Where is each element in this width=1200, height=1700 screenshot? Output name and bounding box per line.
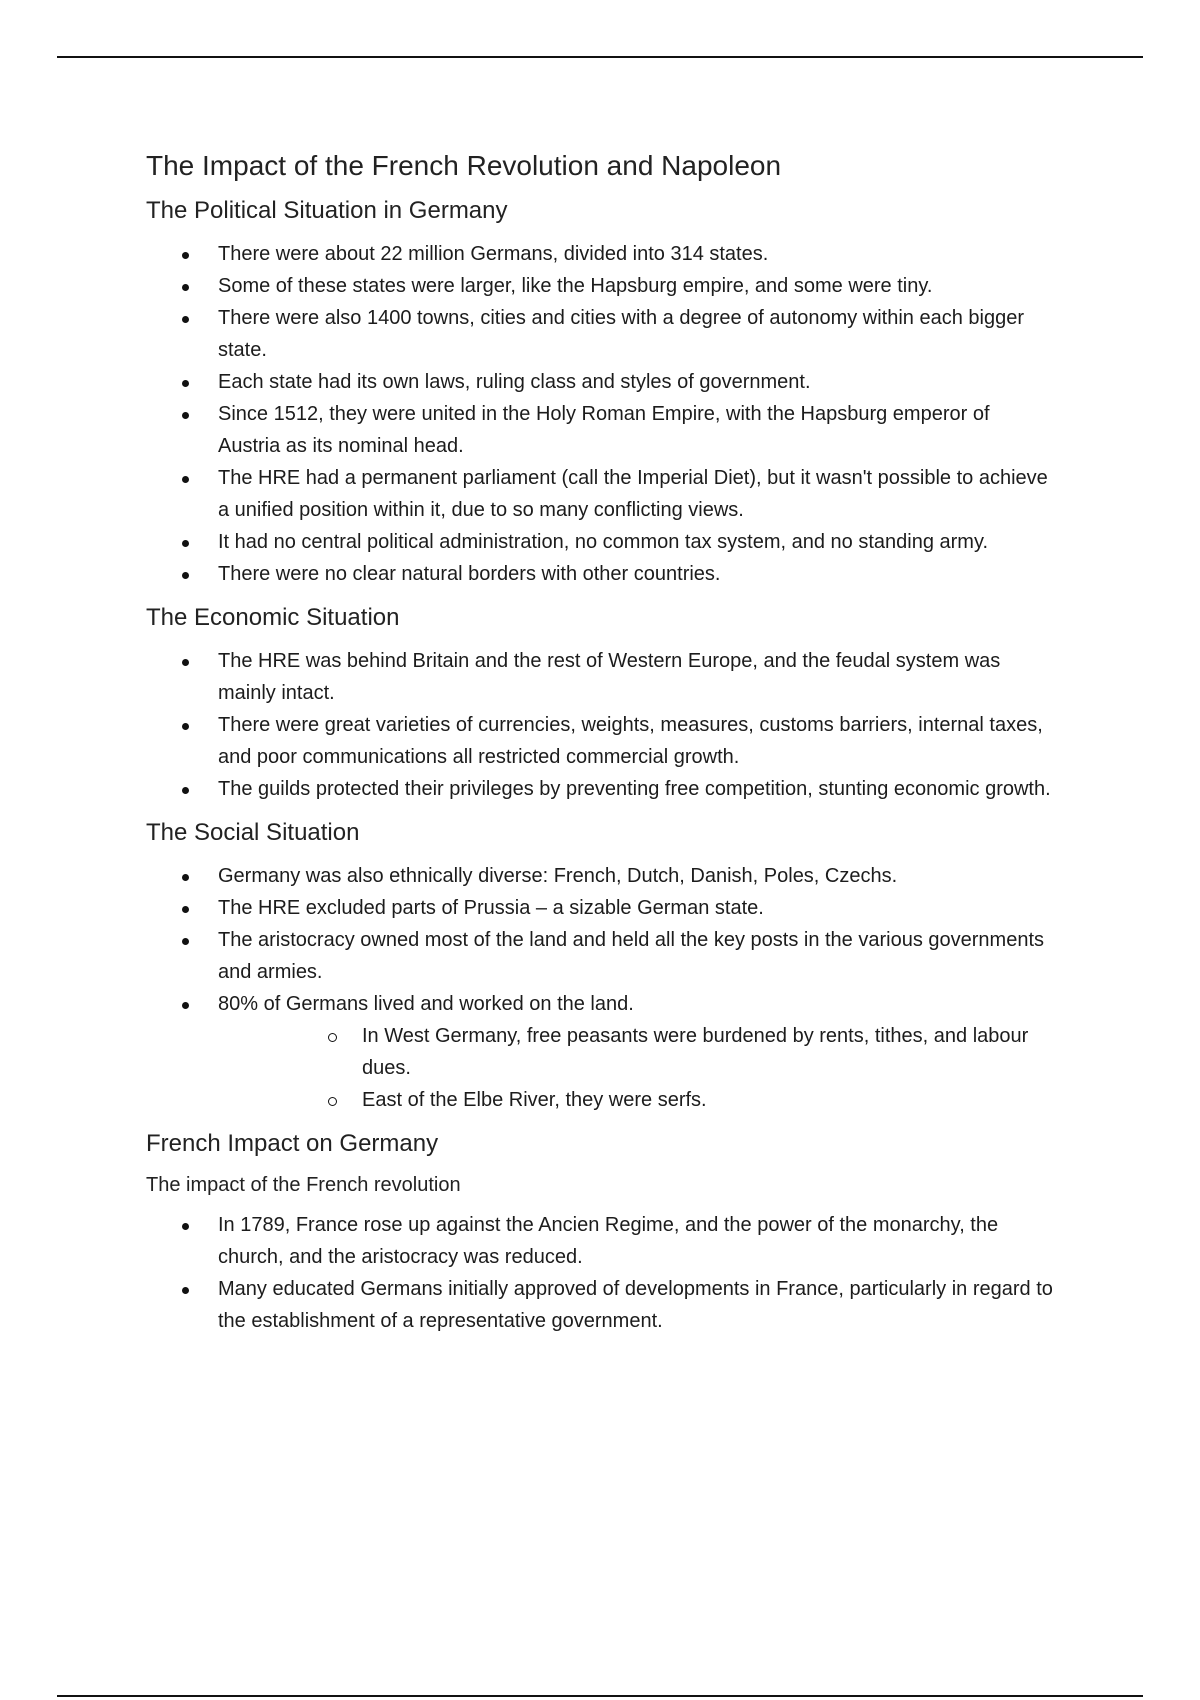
list-item	[146, 558, 1066, 590]
bullet-icon	[182, 1002, 189, 1009]
bullet-icon	[182, 316, 189, 323]
list-item-text: There were about 22 million Germans, divided into 314 states.	[218, 243, 769, 265]
list-item-text: The guilds protected their privileges by preventing free competition, stunting economic growth.	[218, 778, 1051, 800]
bullet-icon	[182, 540, 189, 547]
list-item-text: Germany was also ethnically diverse: French, Dutch, Danish, Poles, Czechs.	[218, 865, 898, 887]
document-title: The Impact of the French Revolution and Napoleon	[146, 150, 782, 181]
list-item-text: The aristocracy owned most of the land and held all the key posts in the various governments and armies.	[218, 929, 1045, 983]
list-item-text: Each state had its own laws, ruling class and styles of government.	[218, 371, 811, 393]
bullet-icon	[182, 284, 189, 291]
list-item	[146, 924, 1066, 988]
list-item	[146, 709, 1066, 773]
list-item	[146, 302, 1066, 366]
economic-bullet-list	[146, 645, 1066, 805]
list-item	[146, 892, 1066, 924]
list-item-text: The HRE was behind Britain and the rest of Western Europe, and the feudal system was mainly intact.	[218, 650, 1001, 704]
sub-list-item	[218, 1020, 1056, 1084]
list-item-text: There were no clear natural borders with other countries.	[218, 563, 721, 585]
list-item	[146, 398, 1066, 462]
list-item-text: The HRE had a permanent parliament (call the Imperial Diet), but it wasn't possible to achieve a unified position within it, due to so many conflicting views.	[218, 467, 1048, 521]
hollow-circle-bullet-icon	[328, 1097, 337, 1106]
list-item-text: It had no central political administration, no common tax system, and no standing army.	[218, 531, 989, 553]
hollow-circle-bullet-icon	[328, 1033, 337, 1042]
list-item	[146, 988, 1066, 1116]
list-item-text: Many educated Germans initially approved of developments in France, particularly in regard to the establishment of a representative government.	[218, 1278, 1053, 1332]
list-item	[146, 366, 1066, 398]
list-item	[146, 645, 1066, 709]
list-item-text: The HRE excluded parts of Prussia – a sizable German state.	[218, 897, 764, 919]
french-impact-bullet-list	[146, 1209, 1066, 1337]
bullet-icon	[182, 412, 189, 419]
bullet-icon	[182, 1223, 189, 1230]
bullet-icon	[182, 938, 189, 945]
list-item	[146, 270, 1066, 302]
sub-list-item	[218, 1084, 1056, 1116]
list-item	[146, 462, 1066, 526]
bullet-icon	[182, 572, 189, 579]
bullet-icon	[182, 659, 189, 666]
political-bullet-list	[146, 238, 1066, 590]
section-heading-political: The Political Situation in Germany	[146, 197, 508, 224]
bottom-rule	[57, 1695, 1143, 1697]
bullet-icon	[182, 723, 189, 730]
list-item	[146, 860, 1066, 892]
sub-list-item-text: East of the Elbe River, they were serfs.	[362, 1089, 707, 1111]
bullet-icon	[182, 252, 189, 259]
list-item	[146, 1209, 1066, 1273]
section-heading-economic: The Economic Situation	[146, 604, 400, 631]
social-bullet-list	[146, 860, 1066, 1116]
list-item	[146, 526, 1066, 558]
list-item-text: Since 1512, they were united in the Holy Roman Empire, with the Hapsburg emperor of Austria as its nominal head.	[218, 403, 990, 457]
bullet-icon	[182, 1287, 189, 1294]
list-item	[146, 238, 1066, 270]
sub-bullet-list	[218, 1020, 1056, 1116]
list-item	[146, 773, 1066, 805]
list-item-text: In 1789, France rose up against the Ancien Regime, and the power of the monarchy, the church, and the aristocracy was reduced.	[218, 1214, 999, 1268]
bullet-icon	[182, 380, 189, 387]
bullet-icon	[182, 874, 189, 881]
top-rule	[57, 56, 1143, 58]
document-body	[146, 140, 1066, 1349]
list-item-text: There were great varieties of currencies, weights, measures, customs barriers, internal taxes, and poor communications all restricted commercial growth.	[218, 714, 1043, 768]
list-item-text: There were also 1400 towns, cities and cities with a degree of autonomy within each bigger state.	[218, 307, 1025, 361]
bullet-icon	[182, 476, 189, 483]
bullet-icon	[182, 906, 189, 913]
bullet-icon	[182, 787, 189, 794]
sub-list-item-text: In West Germany, free peasants were burdened by rents, tithes, and labour dues.	[362, 1025, 1029, 1079]
list-item	[146, 1273, 1066, 1337]
list-item-text: Some of these states were larger, like the Hapsburg empire, and some were tiny.	[218, 275, 933, 297]
subsection-heading-french-revolution: The impact of the French revolution	[146, 1174, 461, 1196]
section-heading-french-impact: French Impact on Germany	[146, 1130, 439, 1157]
section-heading-social: The Social Situation	[146, 819, 360, 846]
list-item-text: 80% of Germans lived and worked on the land.	[218, 993, 634, 1015]
